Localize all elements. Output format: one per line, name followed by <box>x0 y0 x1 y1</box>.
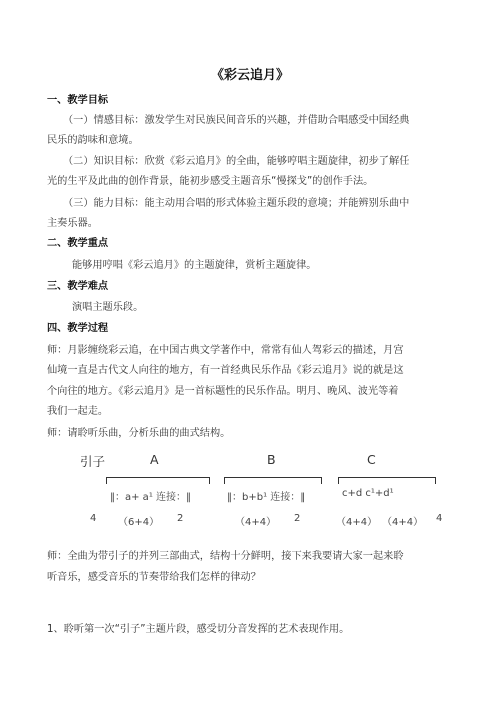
section-a-bracket <box>106 477 210 484</box>
difficulties-text: 演唱主题乐段。 <box>72 302 144 313</box>
goal-emotion-line1: （一）情感目标：激发学生对民族民间音乐的兴趣，并借助合唱感受中国经典 <box>63 115 410 126</box>
process-paragraph3-line2: 听音乐，感受音乐的节奏带给我们怎样的律动？ <box>47 572 261 583</box>
section-c-measures-2: （4+4） <box>382 517 424 528</box>
section-b-label: B <box>267 452 276 467</box>
goal-emotion-line2: 民乐的韵味和意境。 <box>47 135 139 146</box>
heading-teaching-process: 四、教学过程 <box>47 323 109 334</box>
heading-difficulties: 三、教学难点 <box>47 281 109 292</box>
section-c-structure: c+d c¹+d¹ <box>342 488 394 499</box>
heading-key-points: 二、教学重点 <box>47 238 109 249</box>
section-a-measures: （6+4） <box>118 517 160 528</box>
section-b-bracket <box>224 477 322 484</box>
process-step1: 1、聆听第一次“引子”主题片段，感受切分音发挥的艺术表现作用。 <box>47 624 350 635</box>
section-b-measures: （4+4） <box>235 517 277 528</box>
coda-measures: 4 <box>436 513 443 524</box>
section-a-label: A <box>150 452 159 467</box>
heading-teaching-goals: 一、教学目标 <box>47 95 109 106</box>
process-paragraph2: 师：请聆听乐曲，分析乐曲的曲式结构。 <box>47 428 231 439</box>
process-paragraph3-line1: 师：全曲为带引子的并列三部曲式，结构十分鲜明，接下来我要请大家一起来聆 <box>47 551 404 562</box>
goal-ability-line1: （三）能力目标：能主动用合唱的形式体验主题乐段的意境；并能辨别乐曲中 <box>63 198 410 209</box>
intro-measures: 4 <box>90 513 97 524</box>
goal-knowledge-line1: （二）知识目标：欣赏《彩云追月》的全曲，能够哼唱主题旋律，初步了解任 <box>63 156 410 167</box>
section-c-bracket <box>338 477 436 484</box>
section-c-label: C <box>367 452 376 467</box>
intro-label: 引子 <box>80 454 106 469</box>
section-c-measures-1: （4+4） <box>336 517 378 528</box>
process-paragraph1-line2: 仙境一直是古代文人向往的地方，有一首经典民乐作品《彩云追月》说的就是这 <box>47 365 404 376</box>
process-paragraph1-line1: 师：月影缠绕彩云追，在中国古典文学著作中，常常有仙人驾彩云的描述，月宫 <box>47 345 404 356</box>
section-a-structure: ‖：a+ a¹ 连接：‖ <box>110 492 192 503</box>
document-title: 《彩云追月》 <box>210 68 289 83</box>
musical-form-diagram <box>80 450 460 530</box>
key-points-text: 能够用哼唱《彩云追月》的主题旋律，赏析主题旋律。 <box>72 260 317 271</box>
process-paragraph1-line4: 我们一起走。 <box>47 406 109 417</box>
goal-knowledge-line2: 光的生平及此曲的创作背景，能初步感受主题音乐“慢探戈”的创作手法。 <box>47 176 374 187</box>
process-paragraph1-line3: 个向往的地方。《彩云追月》是一首标题性的民乐作品。明月、晚风、波光等着 <box>47 386 399 397</box>
section-b-structure: ‖：b+b¹ 连接：‖ <box>227 492 306 503</box>
section-a-link-measures: 2 <box>177 513 184 524</box>
section-b-link-measures: 2 <box>294 513 301 524</box>
goal-ability-line2: 主奏乐器。 <box>47 218 98 229</box>
